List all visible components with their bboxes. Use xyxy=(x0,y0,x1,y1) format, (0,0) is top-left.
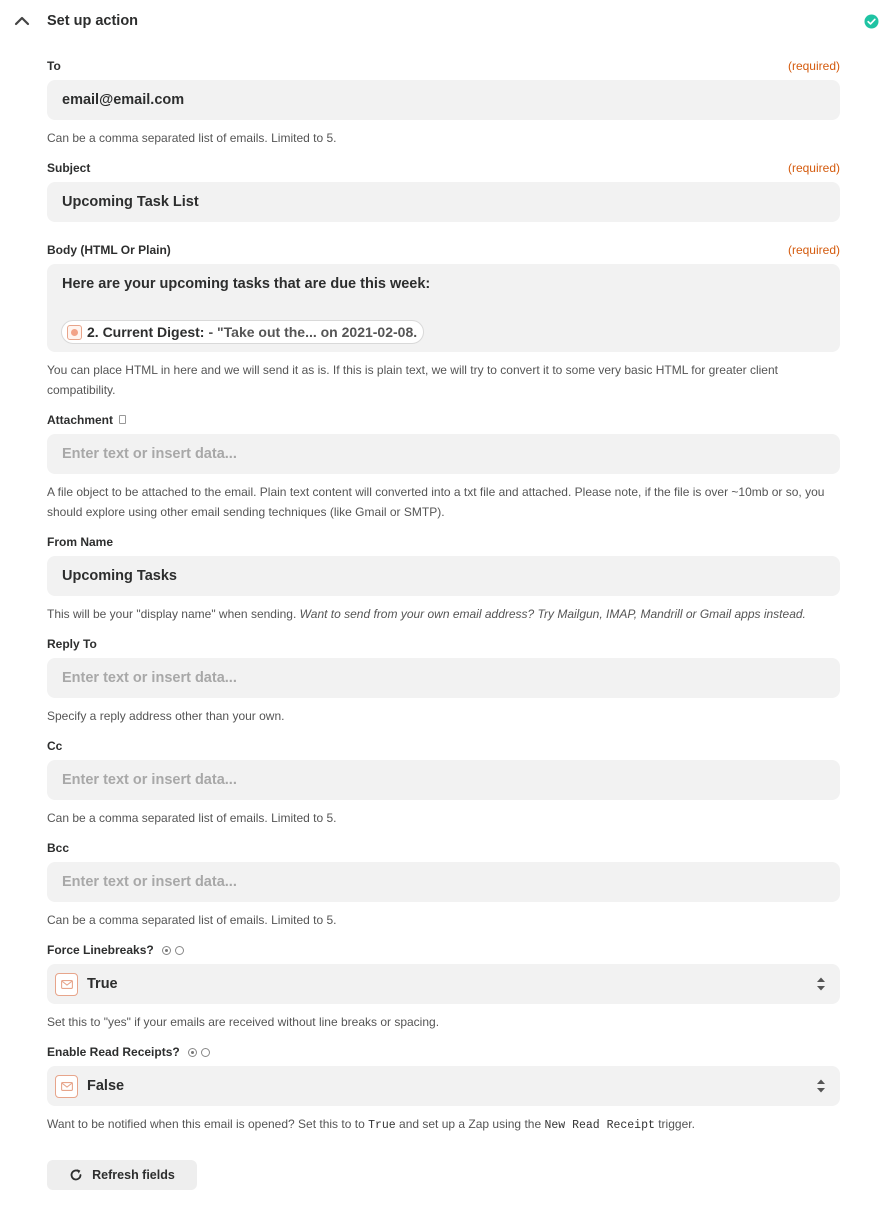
refresh-fields-button[interactable] xyxy=(47,1160,197,1190)
section-title: Set up action xyxy=(47,13,139,29)
email-app-icon xyxy=(55,1075,78,1098)
field-help: Can be a comma separated list of emails. Limited to 5. xyxy=(47,131,337,145)
select-value: False xyxy=(87,1078,125,1094)
field-to xyxy=(47,57,840,148)
file-icon xyxy=(119,415,126,424)
field-label: To xyxy=(47,59,61,73)
help-text: This will be your "display name" when sending. xyxy=(47,607,300,621)
field-help: Can be a comma separated list of emails. Limited to 5. xyxy=(47,811,337,825)
required-indicator: (required) xyxy=(787,59,840,73)
from-name-input[interactable]: Upcoming Tasks xyxy=(47,556,840,596)
field-help: You can place HTML in here and we will send it as is. If this is plain text, we will try to convert it to some very basic HTML for greater client compatibility. xyxy=(47,363,778,397)
field-body xyxy=(47,241,840,400)
body-input[interactable] xyxy=(47,264,840,352)
bcc-input[interactable]: Enter text or insert data... xyxy=(47,862,840,902)
radio-selected-icon[interactable] xyxy=(162,946,171,955)
required-indicator: (required) xyxy=(787,161,840,175)
chevron-up-icon[interactable] xyxy=(13,12,31,30)
sort-arrows-icon xyxy=(816,976,826,992)
data-pill[interactable] xyxy=(61,320,424,344)
radio-selected-icon[interactable] xyxy=(188,1048,197,1057)
field-attachment xyxy=(47,411,840,522)
reply-to-input[interactable]: Enter text or insert data... xyxy=(47,658,840,698)
help-text: Want to be notified when this email is opened? Set this to to xyxy=(47,1117,369,1131)
read-receipts-select[interactable] xyxy=(47,1066,840,1106)
to-input[interactable]: email@email.com xyxy=(47,80,840,120)
field-label: Body (HTML Or Plain) xyxy=(47,243,171,257)
field-help: Set this to "yes" if your emails are received without line breaks or spacing. xyxy=(47,1015,440,1029)
field-bcc xyxy=(47,839,840,930)
field-label xyxy=(47,1043,210,1061)
field-label-text: Force Linebreaks? xyxy=(47,943,154,957)
refresh-icon xyxy=(69,1168,83,1182)
mode-toggle[interactable] xyxy=(188,1048,210,1057)
field-help: A file object to be attached to the email. Plain text content will converted into a txt file and attached. Please note, if the file is over ~10mb or so, you should explore using other email sending techniques (like Gmail or SMTP). xyxy=(47,485,825,519)
help-code: True xyxy=(368,1119,396,1132)
body-text-line: Here are your upcoming tasks that are due this week: xyxy=(62,276,431,292)
section-header[interactable] xyxy=(0,0,886,44)
field-label: Cc xyxy=(47,739,63,753)
field-force-linebreaks xyxy=(47,941,840,1032)
subject-input[interactable]: Upcoming Task List xyxy=(47,182,840,222)
field-help xyxy=(47,604,840,624)
field-cc xyxy=(47,737,840,828)
field-from-name xyxy=(47,533,840,624)
pill-step-label: 2. Current Digest: xyxy=(87,324,205,340)
field-subject xyxy=(47,159,840,222)
app-icon xyxy=(67,325,82,340)
field-help xyxy=(47,1114,840,1136)
help-text-italic: Want to send from your own email address? Try Mailgun, IMAP, Mandrill or Gmail apps instead. xyxy=(299,607,806,621)
pill-value: - "Take out the... on 2021-02-08. xyxy=(208,324,418,340)
attachment-input[interactable]: Enter text or insert data... xyxy=(47,434,840,474)
sort-arrows-icon xyxy=(816,1078,826,1094)
radio-empty-icon[interactable] xyxy=(175,946,184,955)
field-label: From Name xyxy=(47,535,114,549)
field-label xyxy=(47,941,184,959)
force-linebreaks-select[interactable] xyxy=(47,964,840,1004)
radio-empty-icon[interactable] xyxy=(201,1048,210,1057)
help-text: trigger. xyxy=(654,1117,695,1131)
cc-input[interactable]: Enter text or insert data... xyxy=(47,760,840,800)
field-reply-to xyxy=(47,635,840,726)
mode-toggle[interactable] xyxy=(162,946,184,955)
field-label: Reply To xyxy=(47,637,97,651)
field-label: Subject xyxy=(47,161,91,175)
field-help: Specify a reply address other than your own. xyxy=(47,709,285,723)
help-text: and set up a Zap using the xyxy=(395,1117,545,1131)
field-read-receipts xyxy=(47,1043,840,1136)
field-help: Can be a comma separated list of emails. Limited to 5. xyxy=(47,913,337,927)
help-code: New Read Receipt xyxy=(544,1119,655,1132)
required-indicator: (required) xyxy=(787,243,840,257)
refresh-button-label: Refresh fields xyxy=(92,1168,175,1182)
check-circle-icon xyxy=(864,14,879,29)
field-label: Bcc xyxy=(47,841,70,855)
field-label-text: Attachment xyxy=(47,413,114,427)
select-value: True xyxy=(87,976,118,992)
email-app-icon xyxy=(55,973,78,996)
field-label xyxy=(47,411,126,429)
field-label-text: Enable Read Receipts? xyxy=(47,1045,180,1059)
